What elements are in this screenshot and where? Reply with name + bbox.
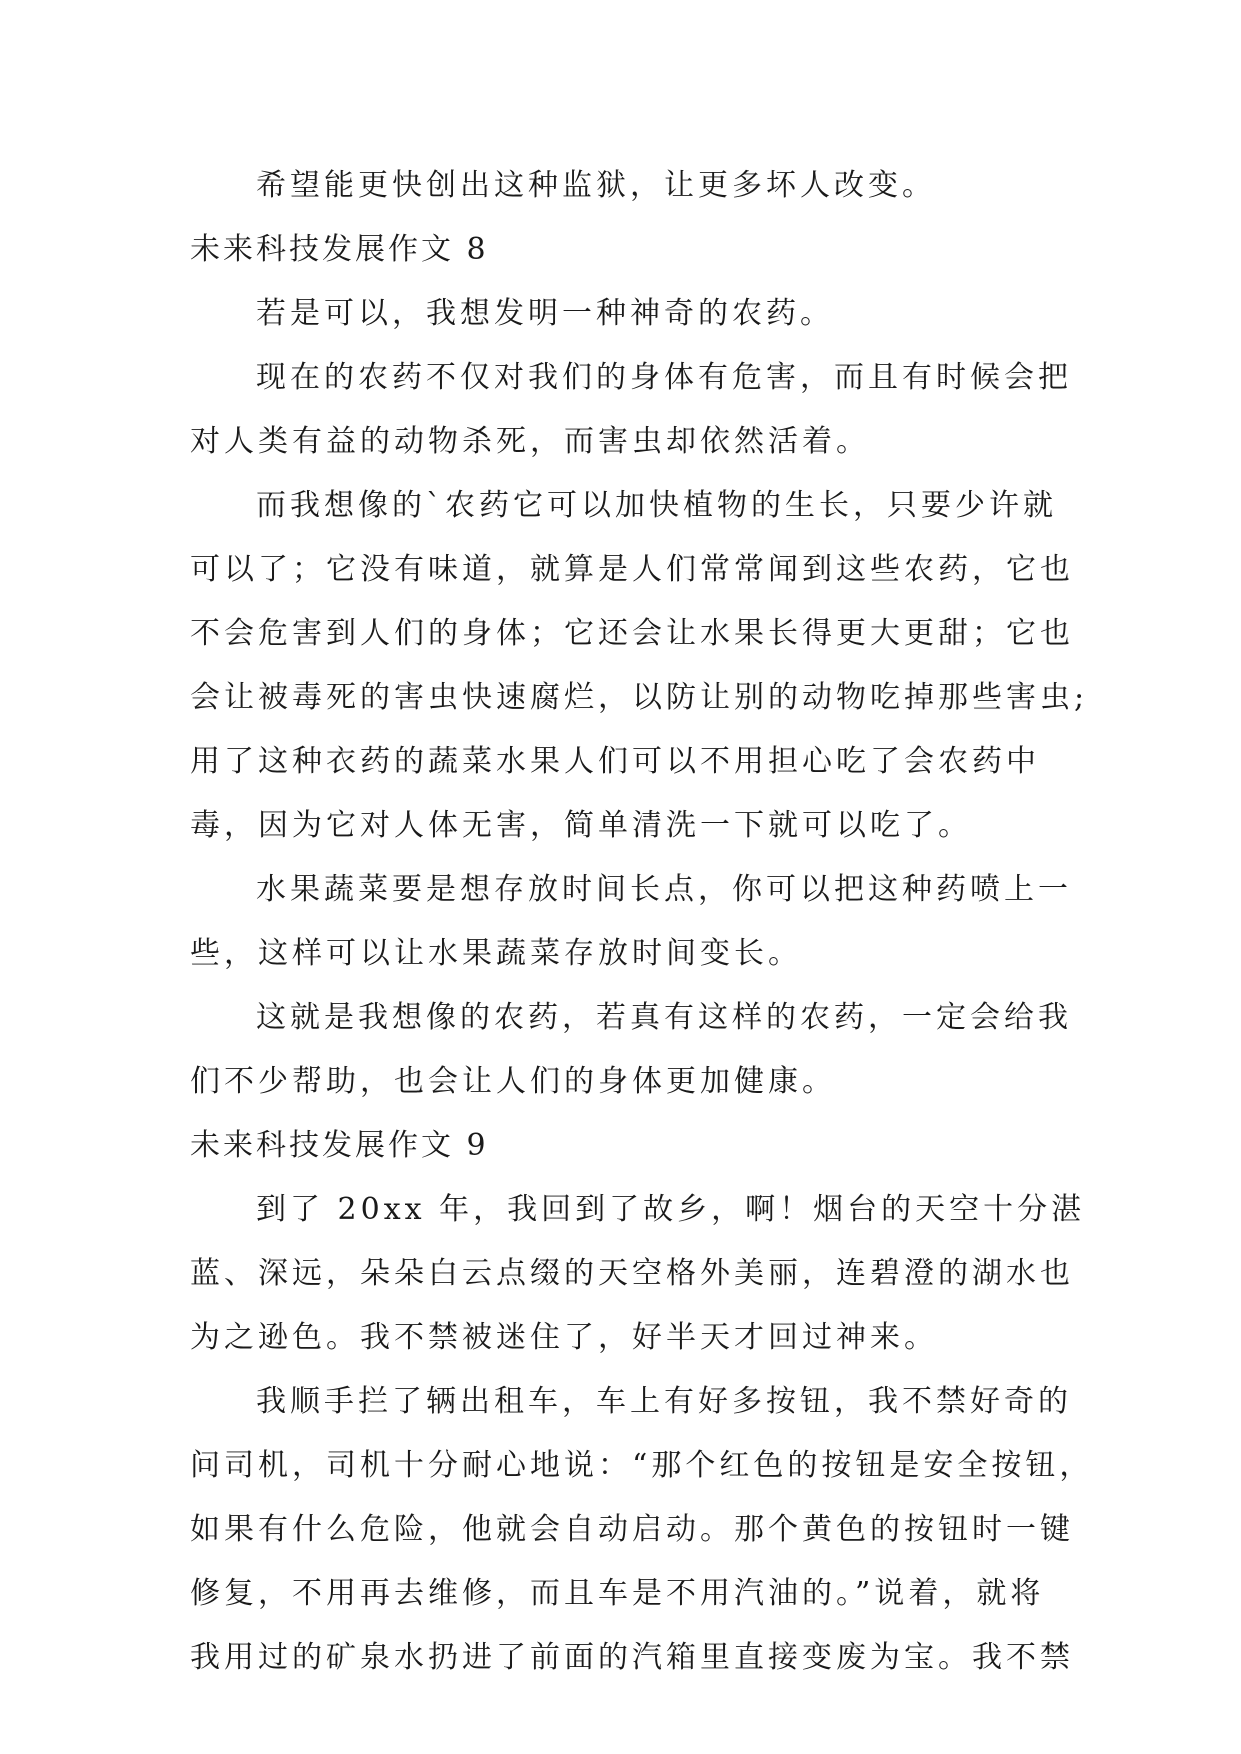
text-line: 这就是我想像的农药，若真有这样的农药，一定会给我 [256,1000,1072,1035]
text-line: 会让被毒死的害虫快速腐烂，以防让别的动物吃掉那些害虫; [190,680,1089,715]
document-body [190,154,1094,1690]
text-line: 问司机，司机十分耐心地说：“那个红色的按钮是安全按钮， [190,1448,1094,1483]
text-line: 到了 20xx 年，我回到了故乡，啊！烟台的天空十分湛 [256,1192,1086,1227]
text-line: 蓝、深远，朵朵白云点缀的天空格外美丽，连碧澄的湖水也 [190,1256,1074,1291]
text-line: 我用过的矿泉水扔进了前面的汽箱里直接变废为宝。我不禁 [190,1640,1074,1675]
text-line: 毒，因为它对人体无害，简单清洗一下就可以吃了。 [190,808,972,843]
text-line: 如果有什么危险，他就会自动启动。那个黄色的按钮时一键 [190,1512,1074,1547]
text-line: 修复，不用再去维修，而且车是不用汽油的。”说着，就将 [190,1576,1045,1611]
section-heading: 未来科技发展作文 9 [190,1128,489,1163]
text-line: 而我想像的`农药它可以加快植物的生长，只要少许就 [256,488,1057,523]
text-line: 对人类有益的动物杀死，而害虫却依然活着。 [190,424,870,459]
text-line: 为之逊色。我不禁被迷住了，好半天才回过神来。 [190,1320,938,1355]
text-line: 若是可以，我想发明一种神奇的农药。 [256,296,834,331]
section-heading: 未来科技发展作文 8 [190,232,489,267]
text-line: 水果蔬菜要是想存放时间长点，你可以把这种药喷上一 [256,872,1072,907]
text-line: 们不少帮助，也会让人们的身体更加健康。 [190,1064,836,1099]
text-line: 可以了；它没有味道，就算是人们常常闻到这些农药，它也 [190,552,1074,587]
text-line: 用了这种衣药的蔬菜水果人们可以不用担心吃了会农药中 [190,744,1040,779]
text-line: 些，这样可以让水果蔬菜存放时间变长。 [190,936,802,971]
text-line: 不会危害到人们的身体；它还会让水果长得更大更甜；它也 [190,616,1074,651]
text-line: 我顺手拦了辆出租车，车上有好多按钮，我不禁好奇的 [256,1384,1072,1419]
text-line: 希望能更快创出这种监狱，让更多坏人改变。 [256,168,936,203]
text-line: 现在的农药不仅对我们的身体有危害，而且有时候会把 [256,360,1072,395]
